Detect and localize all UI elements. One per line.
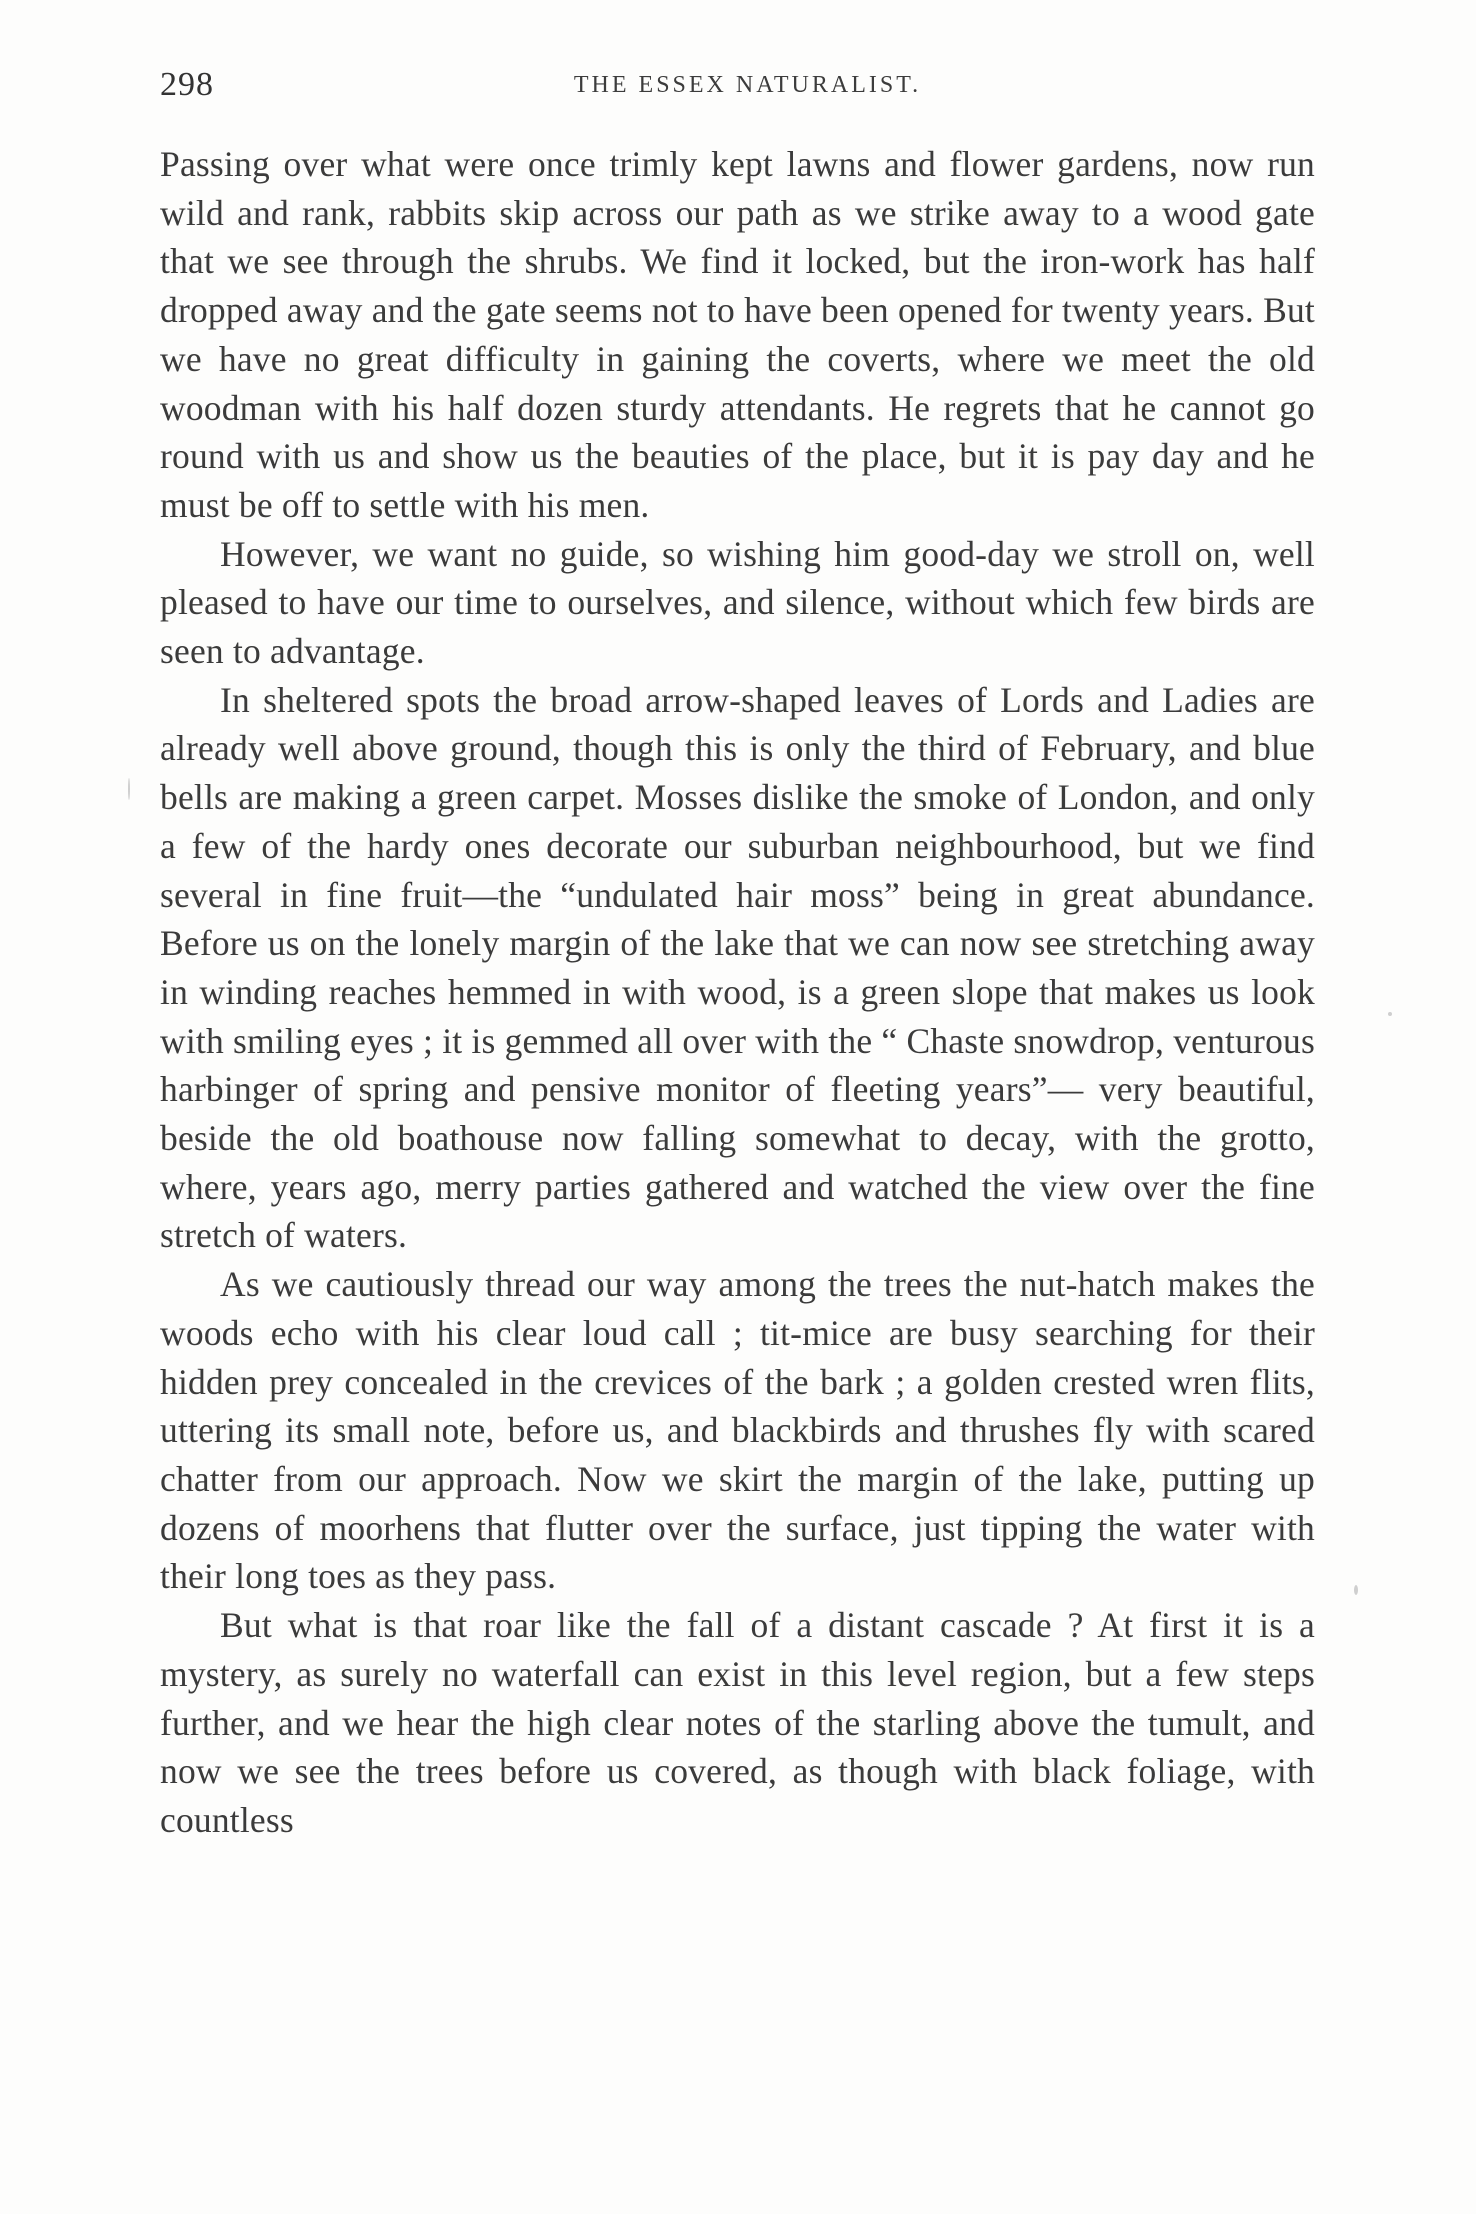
- paragraph-4: As we cautiously thread our way among the trees the nut-hatch makes the woods echo with his clear loud call ; tit-mice are busy searching for their hidden prey concealed in the crevices of the bark ; a golden crested wren flits, uttering its small note, before us, and blackbirds and thrushes fly with scared chatter from our approach. Now we skirt the margin of the lake, putting up dozens of moorhens that flutter over the surface, just tipping the water with their long toes as they pass.: [160, 1264, 1315, 1597]
- paragraph-3: In sheltered spots the broad arrow-shaped leaves of Lords and Ladies are already well above ground, though this is only the third of February, and blue bells are making a green carpet. Mosses dislike the smoke of London, and only a few of the hardy ones decorate our suburban neighbourhood, but we find several in fine fruit—the “undulated hair moss” being in great abundance. Before us on the lonely margin of the lake that we can now see stretching away in winding reaches hemmed in with wood, is a green slope that makes us look with smiling eyes ; it is gemmed all over with the “ Chaste snowdrop, venturous harbinger of spring and pensive monitor of fleeting years”— very beautiful, beside the old boathouse now falling somewhat to decay, with the grotto, where, years ago, merry parties gathered and watched the view over the fine stretch of waters.: [160, 679, 1315, 1256]
- body-text: [160, 140, 1315, 1845]
- page-number: 298: [160, 66, 214, 103]
- running-head: THE ESSEX NATURALIST.: [573, 72, 922, 98]
- paragraph-1: Passing over what were once trimly kept lawns and flower gardens, now run wild and rank, rabbits skip across our path as we strike away to a wood gate that we see through the shrubs. We find it locked, but the iron-work has half dropped away and the gate seems not to have been opened for twenty years. But we have no great difficulty in gaining the coverts, where we meet the old woodman with his half dozen sturdy attendants. He regrets that he cannot go round with us and show us the beauties of the place, but it is pay day and he must be off to settle with his men.: [160, 144, 1315, 525]
- paragraph-2: However, we want no guide, so wishing him good-day we stroll on, well pleased to have our time to ourselves, and silence, without which few birds are seen to advantage.: [160, 533, 1315, 672]
- paper-speck: [1388, 1012, 1392, 1016]
- page-header: [160, 66, 1315, 106]
- paper-speck: [1354, 1585, 1358, 1595]
- paragraph-5: But what is that roar like the fall of a distant cascade ? At first it is a mystery, as surely no waterfall can exist in this level region, but a few steps further, and we hear the high clear notes of the starling above the tumult, and now we see the trees before us covered, as though with black foliage, with countless: [160, 1605, 1315, 1840]
- paper-speck: [128, 778, 130, 800]
